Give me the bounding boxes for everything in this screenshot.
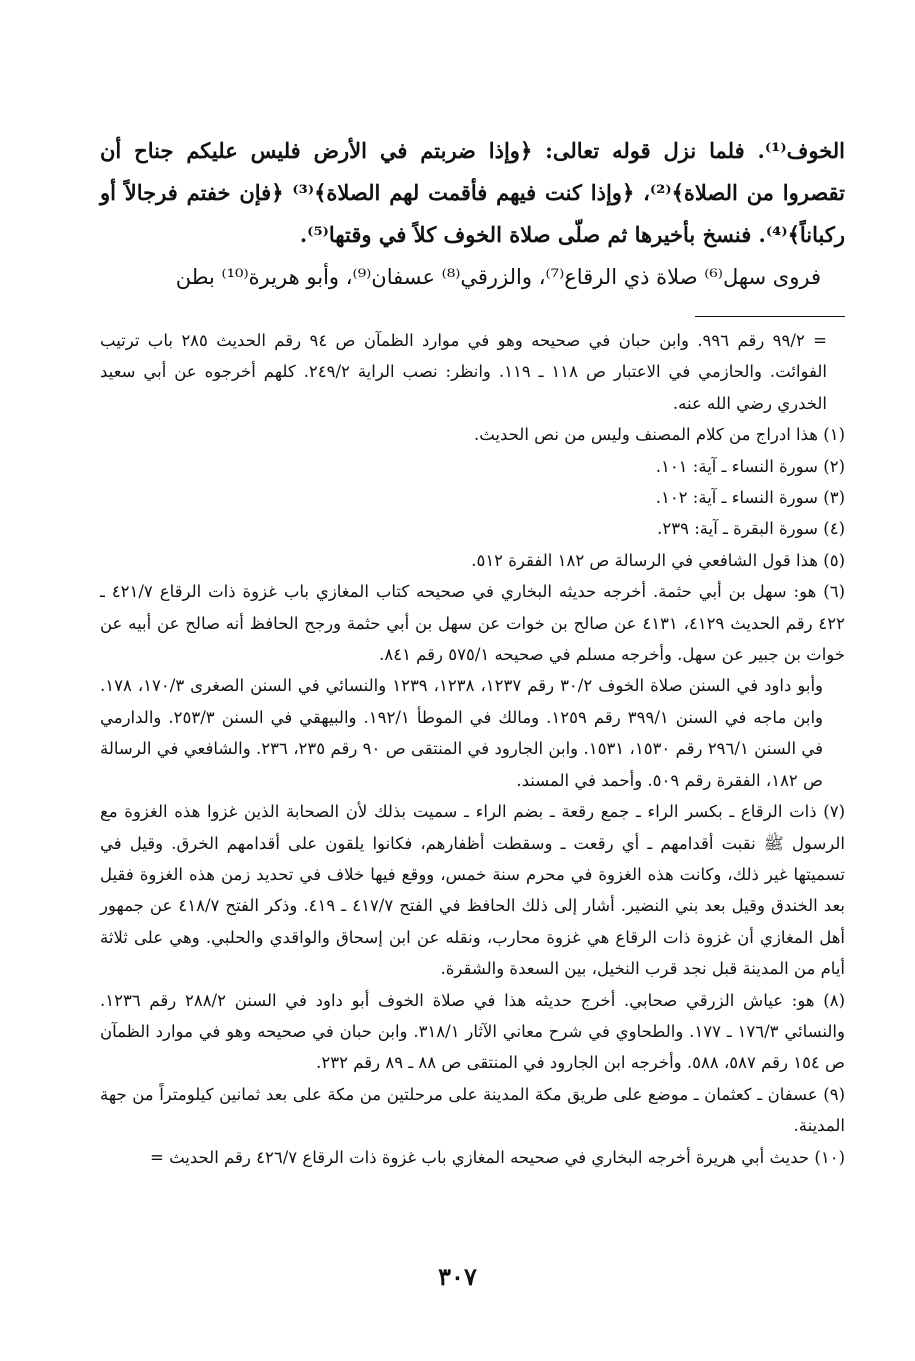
footnote-7: (٧) ذات الرقاع ـ بكسر الراء ـ جمع رقعة ـ بضم الراء ـ سميت بذلك لأن الصحابة الذين غزوا هذه الغزوة مع الرسول ﷺ نقبت أقدامهم ـ أي رقعت ـ وسقطت أظفارهم، فكانوا يلقون على أقدامهم الخرق. وقيل في تسميتها غير ذلك، وكانت هذه الغزوة في محرم سنة خمس، ووقع فيها خلاف في تحديد زمن هذه الغزوة فقيل بعد الخندق وقيل بعد بني النضير. أشار إلى ذلك الحافظ في الفتح ٤١٧/٧ ـ ٤١٩. وذكر الفتح ٤١٨/٧ عن جمهور أهل المغازي أن غزوة ذات الرقاع هي غزوة محارب، ونقله عن ابن إسحاق والواقدي والحلبي. وهي على ثلاثة أيام من المدينة قبل نجد قرب النخيل، بين السعدة والشقرة. <box>100 802 846 979</box>
footnote-3: (٣) سورة النساء ـ آية: ١٠٢. <box>655 488 845 508</box>
footnote-2: (٢) سورة النساء ـ آية: ١٠١. <box>655 456 845 476</box>
page-body <box>100 130 845 1173</box>
footnote-1: (١) هذا ادراج من كلام المصنف وليس من نص الحديث. <box>473 425 845 445</box>
footnote-10: (١٠) حديث أبي هريرة أخرجه البخاري في صحيحه المغازي باب غزوة ذات الرقاع ٤٢٦/٧ رقم الحديث = <box>150 1147 845 1167</box>
footnote-4: (٤) سورة البقرة ـ آية: ٢٣٩. <box>657 519 845 539</box>
footnote-5: (٥) هذا قول الشافعي في الرسالة ص ١٨٢ الفقرة ٥١٢. <box>471 550 845 570</box>
page-number: ٣٠٧ <box>438 1262 477 1291</box>
main-paragraph-2: فروى سهل⁽⁶⁾ صلاة ذي الرقاع⁽⁷⁾، والزرقي⁽⁸⁾ عسفان⁽⁹⁾، وأبو هريرة⁽¹⁰⁾ بطن <box>175 265 821 289</box>
footnote-6: (٦) هو: سهل بن أبي حثمة. أخرجه حديثه البخاري في صحيحه كتاب المغازي باب غزوة ذات الرقاع ٤٢١/٧ ـ ٤٢٢ رقم الحديث ٤١٢٩، ٤١٣١ عن صالح بن خوات عن سهل بن أبي حثمة ورجح الحافظ أنه صالح عن أبيه عن خوات بن جبير عن سهل. وأخرجه مسلم في صحيحه ٥٧٥/١ رقم ٨٤١. <box>100 582 845 665</box>
footnote-separator <box>695 316 845 317</box>
footnotes <box>100 325 845 1173</box>
footnote-8: (٨) هو: عياش الزرقي صحابي. أخرج حديثه هذا في صلاة الخوف أبو داود في السنن ٢٨٨/٢ رقم ١٢٣٦. والنسائي ١٧٦/٣ ـ ١٧٧. والطحاوي في شرح معاني الآثار ٣١٨/١. وابن حبان في صحيحه وهو في موارد الظمآن ص ١٥٤ رقم ٥٨٧، ٥٨٨. وأخرجه ابن الجارود في المنتقى ص ٨٨ ـ ٨٩ رقم ٢٣٢. <box>100 990 846 1073</box>
footnote-continuation: = ٩٩/٢ رقم ٩٩٦. وابن حبان في صحيحه وهو في موارد الظمآن ص ٩٤ رقم الحديث ٢٨٥ باب ترتيب الفوائت. والحازمي في الاعتبار ص ١١٨ ـ ١١٩. وانظر: نصب الراية ٢٤٩/٢. كلهم أخرجوه عن أبي سعيد الخدري رضي الله عنه. <box>100 331 828 413</box>
footnote-6-continued: وأبو داود في السنن صلاة الخوف ٣٠/٢ رقم ١٢٣٧، ١٢٣٨، ١٢٣٩ والنسائي في السنن الصغرى ١٧٠/٣، ١٧٨. وابن ماجه في السنن ٣٩٩/١ رقم ١٢٥٩. ومالك في الموطأ ١٩٢/١. والبيهقي في السنن ٢٥٣/٣. والدارمي في السنن ٢٩٦/١ رقم ١٥٣٠، ١٥٣١. وابن الجارود في المنتقى ص ٩٠ رقم ٢٣٥، ٢٣٦. والشافعي في الرسالة ص ١٨٢، الفقرة رقم ٥٠٩. وأحمد في المسند. <box>100 676 824 790</box>
footnote-9: (٩) عسفان ـ كعثمان ـ موضع على طريق مكة المدينة على مرحلتين من مكة على بعد ثمانين كيلومتراً من جهة المدينة. <box>100 1084 845 1136</box>
main-paragraph-1: الخوف⁽¹⁾. فلما نزل قوله تعالى: ﴿وإذا ضربتم في الأرض فليس عليكم جناح أن تقصروا من الصلاة﴾⁽²⁾، ﴿وإذا كنت فيهم فأقمت لهم الصلاة﴾⁽³⁾ ﴿فإن خفتم فرجالاً أو ركباناً﴾⁽⁴⁾. فنسخ بأخيرها ثم صلّى صلاة الخوف كلاً في وقتها⁽⁵⁾. <box>100 138 845 247</box>
main-text <box>100 130 845 298</box>
